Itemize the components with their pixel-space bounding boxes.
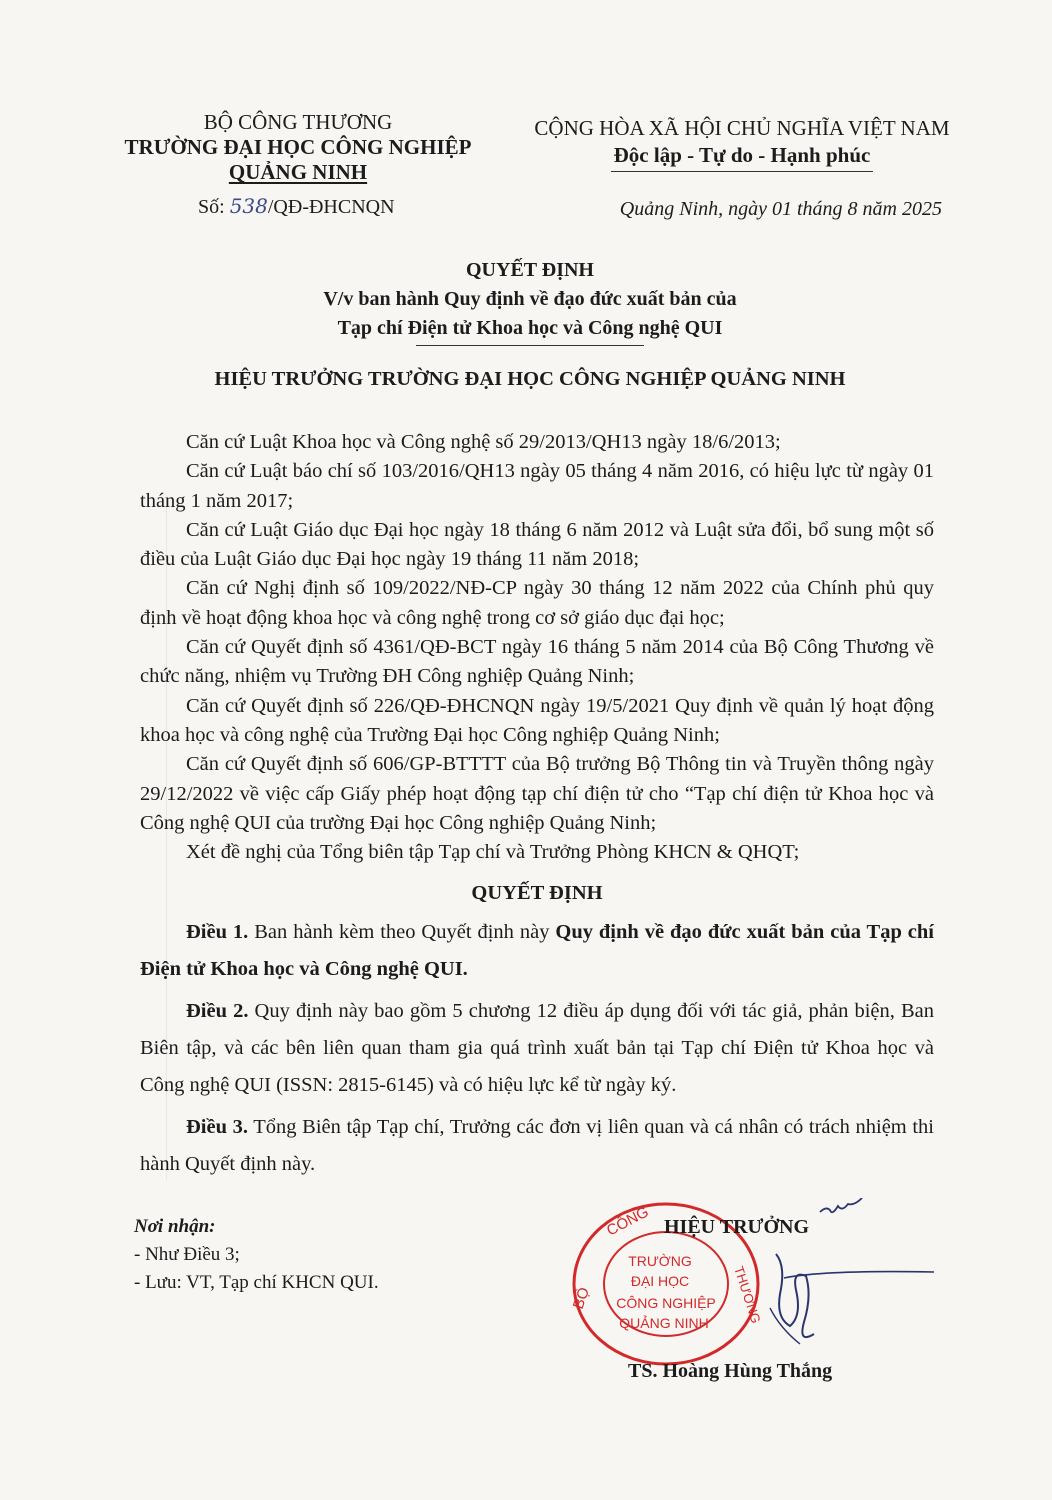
article-2 <box>140 993 934 1104</box>
article-label: Điều 1. <box>186 920 249 943</box>
school-name-line1: TRƯỜNG ĐẠI HỌC CÔNG NGHIỆP <box>124 135 472 159</box>
article-3 <box>140 1109 934 1183</box>
legal-ground: Căn cứ Luật Giáo dục Đại học ngày 18 tháng 6 năm 2012 và Luật sửa đổi, bổ sung một số điều của Luật Giáo dục Đại học ngày 19 tháng 11 năm 2018; <box>140 518 934 571</box>
recipients-block <box>134 1213 379 1297</box>
ministry-name: BỘ CÔNG THƯƠNG <box>203 110 393 134</box>
signer-title: HIỆU TRƯỞNG <box>664 1216 810 1238</box>
national-motto: Độc lập - Tự do - Hạnh phúc <box>613 143 871 167</box>
title-heading: QUYẾT ĐỊNH <box>466 259 594 281</box>
article-text: Ban hành kèm theo Quyết định này <box>248 920 556 943</box>
article-1 <box>140 914 934 988</box>
article-text: Tổng Biên tập Tạp chí, Trưởng các đơn vị liên quan và cá nhân có trách nhiệm thi hành Quyết định này. <box>140 1115 935 1175</box>
seal-center-line: CÔNG NGHIỆP <box>616 1295 716 1311</box>
number-suffix: /QĐ-ĐHCNQN <box>267 196 395 218</box>
article-text: Quy định này bao gồm 5 chương 12 điều áp dụng đối với tác giả, phản biện, Ban Biên tập, và các bên liên quan tham gia quá trình xuất bản tại Tạp chí Điện tử Khoa học và Công nghệ QUI (ISSN: 2815-6145) và có hiệu lực kể từ ngày ký. <box>140 999 935 1096</box>
seal-center-line: TRƯỜNG <box>628 1253 692 1269</box>
article-bold-text: Quy định về đạo đức xuất bản của Tạp chí Điện tử Khoa học và Công nghệ QUI. <box>140 920 934 980</box>
legal-ground: Căn cứ Quyết định số 226/QĐ-ĐHCNQN ngày 19/5/2021 Quy định về quản lý hoạt động khoa học và công nghệ của Trường Đại học Công nghiệp Quảng Ninh; <box>140 694 934 746</box>
document-number <box>198 194 395 219</box>
title-underline <box>416 345 644 346</box>
article-label: Điều 2. <box>186 999 249 1022</box>
decision-heading: QUYẾT ĐỊNH <box>471 882 603 905</box>
issue-date: Quảng Ninh, ngày 01 tháng 8 năm 2025 <box>619 198 942 220</box>
document-body <box>140 428 934 1183</box>
title-subject-line2: Tạp chí Điện tử Khoa học và Công nghệ QUI <box>337 317 723 339</box>
nation-name: CỘNG HÒA XÃ HỘI CHỦ NGHĨA VIỆT NAM <box>534 116 950 140</box>
national-header-block <box>512 115 972 172</box>
legal-ground: Xét đề nghị của Tổng biên tập Tạp chí và Trưởng Phòng KHCN & QHQT; <box>186 841 800 864</box>
title-subject-line1: V/v ban hành Quy định về đạo đức xuất bản của <box>323 288 737 310</box>
legal-ground: Căn cứ Quyết định số 606/GP-BTTTT của Bộ trưởng Bộ Thông tin và Truyền thông ngày 29/12/2022 về việc cấp Giấy phép hoạt động tạp chí điện tử cho “Tạp chí điện tử Khoa học và Công nghệ QUI của trường Đại học Công nghiệp Quảng Ninh; <box>140 753 934 834</box>
signer-name: TS. Hoàng Hùng Thắng <box>628 1360 833 1382</box>
article-label: Điều 3. <box>186 1115 248 1138</box>
issuing-agency-block <box>118 110 478 185</box>
school-name-line2: QUẢNG NINH <box>228 160 368 184</box>
document-title <box>100 256 960 346</box>
seal-ring-left: BỘ <box>569 1285 594 1312</box>
recipient-item: - Như Điều 3; <box>134 1244 240 1265</box>
legal-ground: Căn cứ Nghị định số 109/2022/NĐ-CP ngày 30 tháng 12 năm 2022 của Chính phủ quy định về hoạt động khoa học và công nghệ trong cơ sở giáo dục đại học; <box>140 577 934 629</box>
seal-center-line: QUẢNG NINH <box>619 1315 709 1331</box>
seal-ring-right: THƯƠNG <box>731 1264 764 1326</box>
issuing-authority: HIỆU TRƯỞNG TRƯỜNG ĐẠI HỌC CÔNG NGHIỆP QUẢNG NINH <box>214 368 846 390</box>
legal-ground: Căn cứ Quyết định số 4361/QĐ-BCT ngày 16 tháng 5 năm 2014 của Bộ Công Thương về chức năng, nhiệm vụ Trường ĐH Công nghiệp Quảng Ninh; <box>140 636 934 688</box>
handwritten-signature <box>700 1198 940 1378</box>
recipients-label: Nơi nhận: <box>134 1216 216 1237</box>
number-handwritten: 538 <box>229 194 268 218</box>
recipient-item: - Lưu: VT, Tạp chí KHCN QUI. <box>134 1272 379 1293</box>
legal-ground: Căn cứ Luật Khoa học và Công nghệ số 29/2013/QH13 ngày 18/6/2013; <box>186 431 781 453</box>
motto-underline <box>611 171 873 172</box>
legal-ground: Căn cứ Luật báo chí số 103/2016/QH13 ngày 05 tháng 4 năm 2016, có hiệu lực từ ngày 01 tháng 1 năm 2017; <box>140 460 934 512</box>
seal-center-line: ĐẠI HỌC <box>630 1273 690 1289</box>
number-prefix: Số: <box>198 196 230 218</box>
seal-ring-top: CÔNG <box>603 1203 652 1240</box>
